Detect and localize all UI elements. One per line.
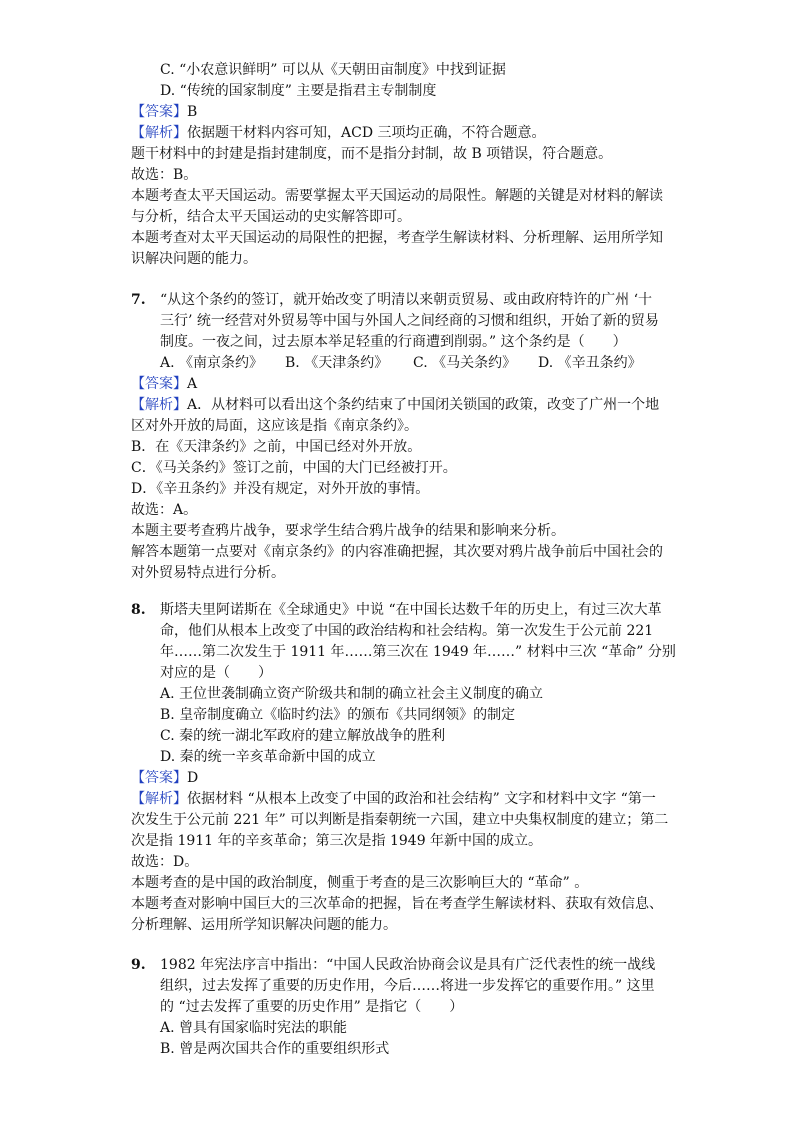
answer-tag: 【答案】 (131, 104, 187, 120)
q7-answer (131, 374, 197, 394)
q8-analysis-line: 次是指 1911 年的辛亥革命；第三次是指 1949 年新中国的成立。 (131, 833, 543, 849)
q7-analysis-line: B．在《天津条约》之前，中国已经对外开放。 (131, 439, 422, 455)
analysis-tag: 【解析】 (131, 397, 187, 413)
q7-analysis-line: 对外贸易特点进行分析。 (131, 565, 285, 581)
q8-option-c[interactable]: C. 秦的统一湖北军政府的建立解放战争的胜利 (160, 728, 446, 744)
q9-stem-line: 组织，过去发挥了重要的历史作用，今后……将进一步发挥它的重要作用。” 这里 (160, 978, 655, 994)
q6-analysis-line: 题干材料中的封建是指封建制度，而不是指分封制，故 B 项错误，符合题意。 (131, 146, 613, 162)
q7-analysis-line: C．《马关条约》签订之前，中国的大门已经被打开。 (131, 460, 457, 476)
answer-value: A (187, 376, 198, 392)
q6-analysis-line: 与分析，结合太平天国运动的史实解答即可。 (131, 209, 411, 225)
q8-option-d[interactable]: D. 秦的统一辛亥革命新中国的成立 (160, 749, 376, 765)
q7-number: 7. (131, 292, 146, 308)
answer-tag: 【答案】 (131, 770, 187, 786)
q7-analysis-line: 本题主要考查鸦片战争，要求学生结合鸦片战争的结果和影响来分析。 (131, 523, 565, 539)
q6-option-c: C. “小农意识鲜明” 可以从《天朝田亩制度》中找到证据 (160, 62, 506, 78)
q8-analysis-line: 【解析】依据材料 “从根本上改变了中国的政治和社会结构” 文字和材料中文字 “第一 (131, 791, 656, 807)
q8-analysis-line: 分析理解、运用所学知识解决问题的能力。 (131, 917, 397, 933)
analysis-tag: 【解析】 (131, 125, 187, 141)
q7-analysis-line: 【解析】A．从材料可以看出这个条约结束了中国闭关锁国的政策，改变了广州一个地 (131, 397, 660, 413)
q7-stem-line: 制度。一夜之间，过去原本举足轻重的行商遭到削弱。” 这个条约是（ ） (160, 334, 627, 350)
q9-stem-line: 的 “过去发挥了重要的历史作用” 是指它（ ） (160, 999, 464, 1015)
answer-value: D (187, 770, 199, 786)
q7-analysis-line: 故选：A。 (131, 502, 198, 518)
q6-analysis-line: 本题考查太平天国运动。需要掌握太平天国运动的局限性。解题的关键是对材料的解读 (131, 188, 663, 204)
answer-tag: 【答案】 (131, 376, 187, 392)
q7-option-d[interactable]: D. 《辛丑条约》 (538, 355, 642, 371)
q7-options (160, 353, 642, 373)
q8-analysis-line: 故选：D。 (131, 854, 199, 870)
q8-number: 8. (131, 602, 146, 618)
q6-analysis-line: 故选：B。 (131, 167, 198, 183)
q8-analysis-line: 本题考查的是中国的政治制度，侧重于考查的是三次影响巨大的 “革命” 。 (131, 875, 589, 891)
q6-analysis-line: 【解析】依据题干材料内容可知，ACD 三项均正确，不符合题意。 (131, 125, 546, 141)
q6-option-d: D. “传统的国家制度” 主要是指君主专制制度 (160, 83, 437, 99)
q7-option-c[interactable]: C. 《马关条约》 (413, 355, 517, 371)
q6-answer (131, 102, 197, 122)
q9-stem-line: 1982 年宪法序言中指出：“中国人民政治协商会议是具有广泛代表性的统一战线 (160, 957, 656, 973)
answer-value: B (187, 104, 198, 120)
q7-stem-line: 三行’ 统一经营对外贸易等中国与外国人之间经商的习惯和组织，开始了新的贸易 (160, 313, 659, 329)
q8-analysis-line: 次发生于公元前 221 年” 可以判断是指秦朝统一六国，建立中央集权制度的建立；第二 (131, 812, 669, 828)
q8-option-b[interactable]: B. 皇帝制度确立《临时约法》的颁布《共同纲领》的制定 (160, 707, 516, 723)
q7-option-a[interactable]: A. 《南京条约》 (160, 355, 264, 371)
q7-analysis-line: D．《辛丑条约》并没有规定，对外开放的事情。 (131, 481, 430, 497)
q8-option-a[interactable]: A. 王位世袭制确立资产阶级共和制的确立社会主义制度的确立 (160, 686, 544, 702)
q7-option-b[interactable]: B. 《天津条约》 (285, 355, 389, 371)
q6-analysis-line: 本题考查对太平天国运动的局限性的把握，考查学生解读材料、分析理解、运用所学知 (131, 230, 663, 246)
q8-stem-line: 年……第二次发生于 1911 年……第三次在 1949 年……” 材料中三次 “革命” 分别 (160, 644, 676, 660)
q7-analysis-line: 解答本题第一点要对《南京条约》的内容准确把握，其次要对鸦片战争前后中国社会的 (131, 544, 663, 560)
q8-analysis-line: 本题考查对影响中国巨大的三次革命的把握，旨在考查学生解读材料、获取有效信息、 (131, 896, 663, 912)
q6-analysis-line: 识解决问题的能力。 (131, 251, 257, 267)
q7-stem-line: “从这个条约的签订，就开始改变了明清以来朝贡贸易、或由政府特许的广州 ‘十 (160, 292, 653, 308)
q8-stem-line: 对应的是（ ） (160, 665, 272, 681)
q8-stem-line: 斯塔夫里阿诺斯在《全球通史》中说 “在中国长达数千年的历史上，有过三次大革 (160, 602, 662, 618)
q8-stem-line: 命，他们从根本上改变了中国的政治结构和社会结构。第一次发生于公元前 221 (160, 623, 654, 639)
q9-option-a[interactable]: A. 曾具有国家临时宪法的职能 (160, 1020, 348, 1036)
q7-analysis-line: 区对外开放的局面，这应该是指《南京条约》。 (131, 418, 418, 434)
q9-option-b[interactable]: B. 曾是两次国共合作的重要组织形式 (160, 1041, 390, 1057)
analysis-tag: 【解析】 (131, 791, 187, 807)
q9-number: 9. (131, 957, 146, 973)
q8-answer (131, 768, 198, 788)
